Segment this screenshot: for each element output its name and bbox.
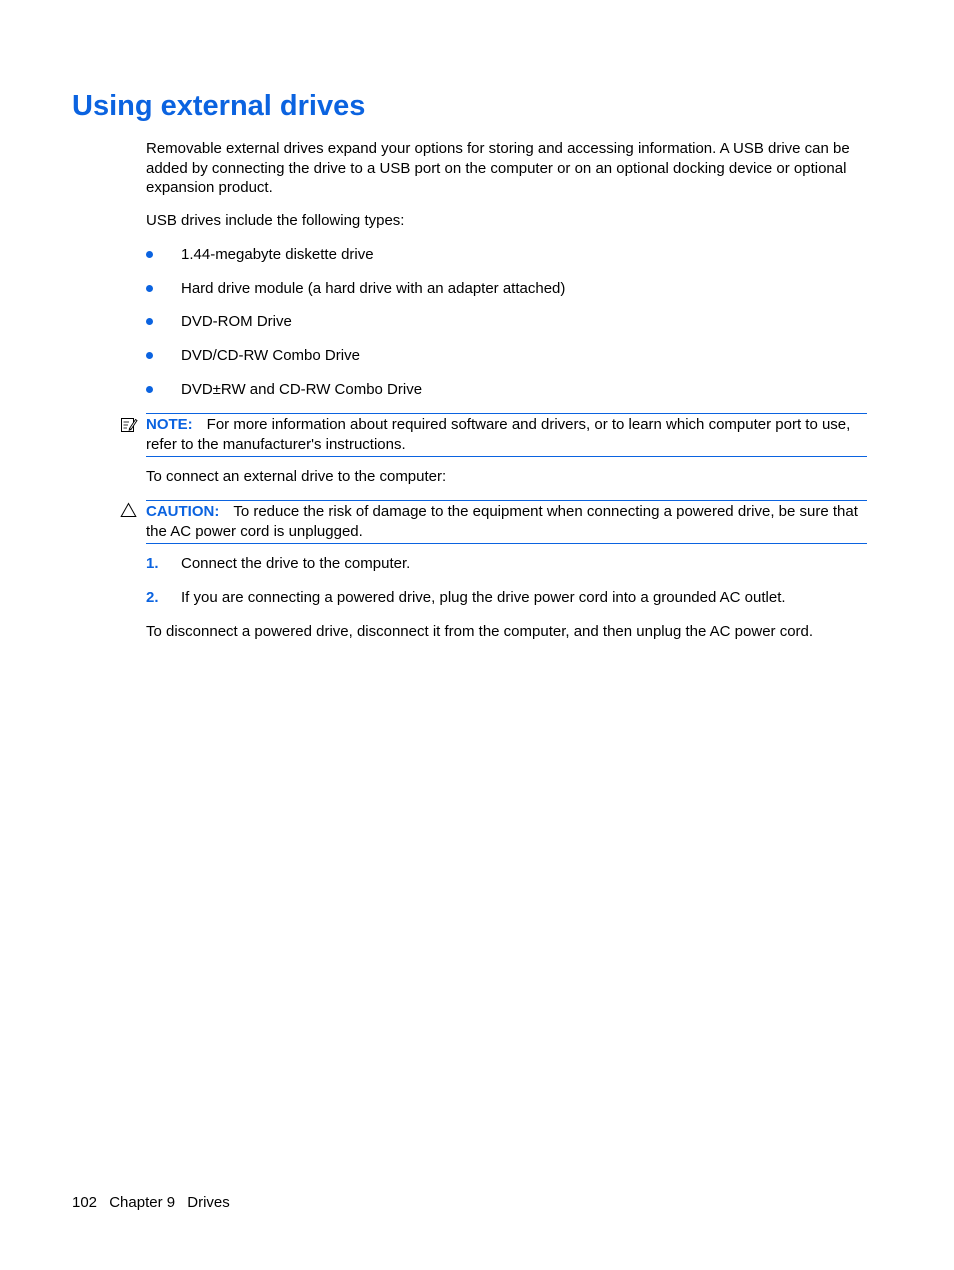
types-intro: USB drives include the following types:	[146, 212, 405, 229]
page-number: 102	[72, 1194, 98, 1211]
page-title: Using external drives	[72, 90, 366, 122]
list-item-text: DVD-ROM Drive	[181, 313, 292, 330]
page-footer	[72, 1193, 238, 1212]
list-item-text: Hard drive module (a hard drive with an adapter attached)	[181, 280, 566, 297]
note-icon	[120, 416, 138, 439]
caution-text: To reduce the risk of damage to the equipment when connecting a powered drive, be sure that the AC power cord is unplugged.	[146, 503, 858, 540]
bullet-dot-icon	[146, 352, 153, 359]
bullet-dot-icon	[146, 386, 153, 393]
bullet-dot-icon	[146, 251, 153, 258]
section-label: Drives	[187, 1194, 230, 1211]
bullet-dot-icon	[146, 318, 153, 325]
caution-label: CAUTION:	[146, 503, 220, 520]
connect-intro: To connect an external drive to the computer:	[146, 468, 447, 485]
note-label: NOTE:	[146, 416, 193, 433]
note-text: For more information about required software and drivers, or to learn which computer port to use, refer to the manufacturer's instructions.	[146, 416, 851, 453]
step-text: If you are connecting a powered drive, plug the drive power cord into a grounded AC outlet.	[181, 589, 786, 606]
list-item-text: 1.44-megabyte diskette drive	[181, 246, 374, 263]
note-callout	[146, 413, 867, 457]
list-item-text: DVD/CD-RW Combo Drive	[181, 347, 360, 364]
disconnect-paragraph: To disconnect a powered drive, disconnect it from the computer, and then unplug the AC power cord.	[146, 623, 814, 640]
step-number: 2.	[146, 589, 159, 606]
intro-paragraph: Removable external drives expand your options for storing and accessing information. A USB drive can be added by connecting the drive to a USB port on the computer or on an optional docking device or optional expansion product.	[146, 140, 850, 196]
step-number: 1.	[146, 555, 159, 572]
list-item-text: DVD±RW and CD-RW Combo Drive	[181, 381, 423, 398]
step-text: Connect the drive to the computer.	[181, 555, 411, 572]
caution-callout	[146, 500, 867, 544]
chapter-label: Chapter 9	[109, 1194, 176, 1211]
bullet-dot-icon	[146, 285, 153, 292]
caution-icon	[120, 502, 137, 523]
